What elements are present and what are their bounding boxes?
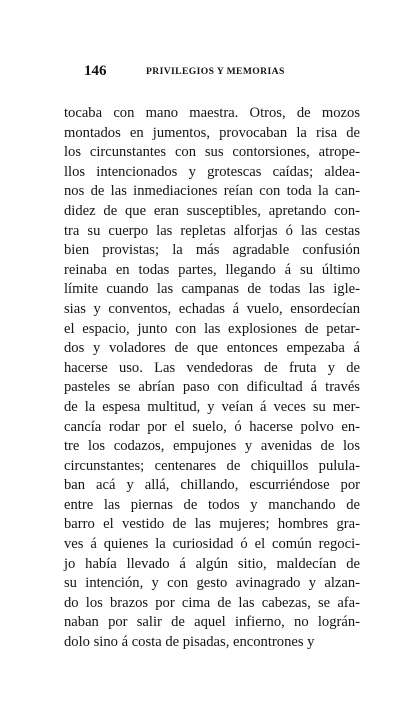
text-line: do los brazos por cima de las cabezas, se afa- [64,594,360,611]
text-line: nos de las inmediaciones reían con toda la can- [64,183,360,200]
text-line: jo había llevado á algún sitio, maldecían de [64,555,360,572]
text-line: dolo sino á costa de pisadas, encontrones y [64,634,315,651]
text-line: bien provistas; la más agradable confusión [64,242,360,259]
text-line: montados en jumentos, provocaban la risa de [64,124,360,141]
text-line: cancía rodar por el suelo, ó hacerse polvo en- [64,418,360,435]
text-line: los circunstantes con sus contorsiones, atrope- [64,144,360,161]
text-line: entre las piernas de todos y manchando de [64,496,360,513]
text-line: hacerse uso. Las vendedoras de fruta y de [64,359,360,376]
text-line: dos y voladores de que entonces empezaba á [64,340,360,357]
text-line: ban acá y allá, chillando, escurriéndose por [64,477,360,494]
text-line: didez de que eran susceptibles, apretando con- [64,202,360,219]
text-line: circunstantes; centenares de chiquillos pulula- [64,457,360,474]
text-line: barro el vestido de las mujeres; hombres gra- [64,516,360,533]
text-line: su intención, y con gesto avinagrado y alzan- [64,575,360,592]
text-line: ves á quienes la curiosidad ó el común regoci- [64,536,360,553]
page-number: 146 [84,63,107,79]
text-line: reinaba en todas partes, llegando á su último [64,261,360,278]
running-head: PRIVILEGIOS Y MEMORIAS [146,66,285,77]
text-line: llos intencionados y grotescas caídas; aldea- [64,163,360,180]
text-line: límite cuando las campanas de todas las igle- [64,281,360,298]
text-line: pasteles se abrían paso con dificultad á través [64,379,360,396]
text-line: naban por salir de aquel infierno, no lográn- [64,614,360,631]
body-text [64,104,360,653]
text-line: tre los codazos, empujones y avenidas de los [64,438,360,455]
text-line: sias y conventos, echadas á vuelo, ensordecían [64,300,360,317]
text-line: tra su cuerpo las repletas alforjas ó las cestas [64,222,360,239]
text-line: de la espesa multitud, y veían á veces su mer- [64,398,360,415]
text-line: tocaba con mano maestra. Otros, de mozos [64,105,360,121]
text-line: el espacio, junto con las explosiones de petar- [64,320,360,337]
